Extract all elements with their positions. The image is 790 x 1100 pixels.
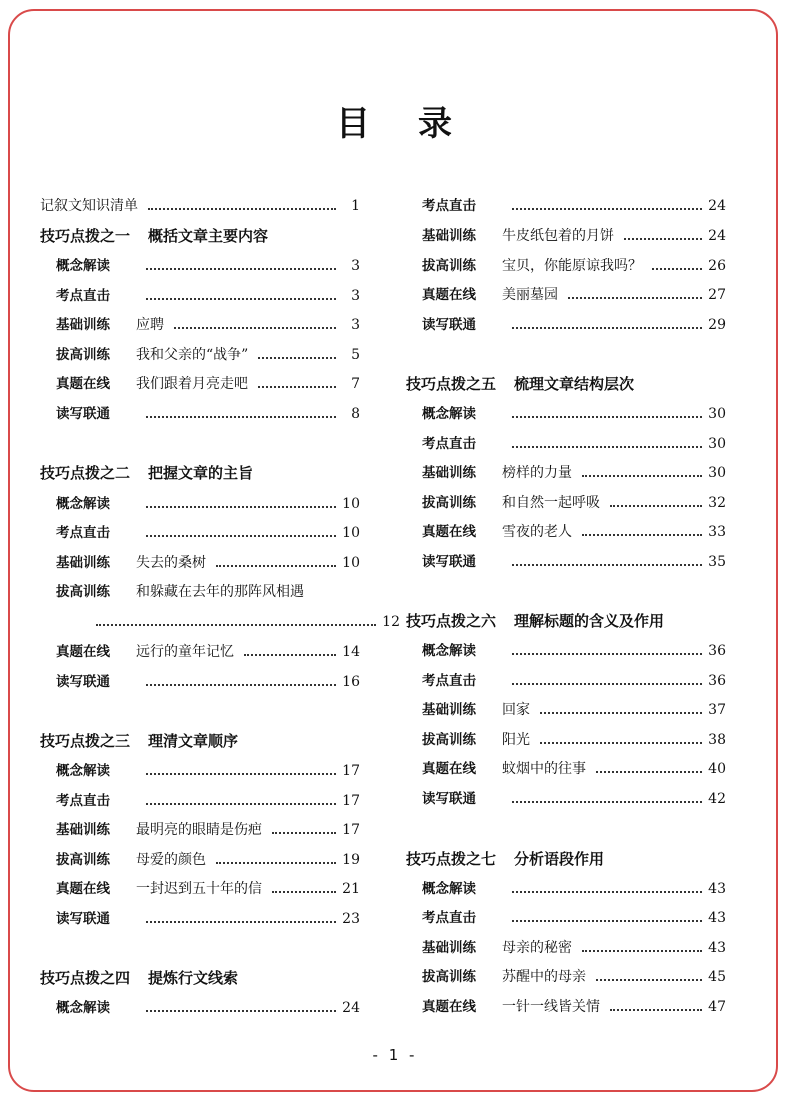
toc-entry[interactable] — [56, 996, 360, 1020]
dot-leader — [146, 684, 336, 686]
entry-category: 读写联通 — [422, 554, 476, 570]
entry-category: 读写联通 — [422, 791, 476, 807]
entry-category: 考点直击 — [422, 673, 476, 689]
entry-title: 一封迟到五十年的信 — [136, 881, 262, 897]
toc-entry[interactable] — [56, 670, 360, 694]
section-name: 梳理文章结构层次 — [514, 375, 635, 393]
toc-entry[interactable] — [422, 491, 726, 515]
entry-category: 概念解读 — [56, 763, 110, 779]
entry-title: 远行的童年记忆 — [136, 644, 234, 660]
entry-title: 母爱的颜色 — [136, 852, 206, 868]
toc-entry[interactable] — [56, 402, 360, 426]
entry-category: 拔高训练 — [422, 495, 476, 511]
dot-leader — [146, 803, 336, 805]
toc-entry[interactable] — [56, 313, 360, 337]
entry-title: 回家 — [502, 702, 530, 718]
entry-category: 读写联通 — [56, 674, 110, 690]
toc-entry[interactable] — [422, 757, 726, 781]
entry-category: 拔高训练 — [422, 732, 476, 748]
dot-leader — [146, 1010, 336, 1012]
entry-category: 真题在线 — [422, 999, 476, 1015]
entry-category: 概念解读 — [422, 406, 476, 422]
page-number: 32 — [708, 495, 726, 511]
entry-title: 最明亮的眼睛是伤疤 — [136, 822, 262, 838]
page-number: 37 — [708, 702, 726, 718]
entry-category: 概念解读 — [422, 881, 476, 897]
section-heading[interactable] — [406, 847, 604, 871]
entry-category: 拔高训练 — [56, 347, 110, 363]
toc-entry[interactable] — [56, 580, 360, 604]
entry-title: 应聘 — [136, 317, 164, 333]
toc-entry[interactable] — [422, 224, 726, 248]
entry-category: 基础训练 — [56, 555, 110, 571]
toc-entry[interactable] — [422, 254, 726, 278]
section-heading[interactable] — [40, 729, 238, 753]
dot-leader — [512, 327, 702, 329]
entry-title: 榜样的力量 — [502, 465, 572, 481]
entry-title: 记叙文知识清单 — [40, 198, 138, 214]
entry-category: 读写联通 — [56, 406, 110, 422]
page-number: 43 — [708, 910, 726, 926]
section-name: 理解标题的含义及作用 — [514, 612, 665, 630]
page-number: 17 — [342, 793, 360, 809]
dot-leader — [512, 891, 702, 893]
section-heading[interactable] — [406, 372, 634, 396]
dot-leader — [174, 327, 336, 329]
entry-title: 雪夜的老人 — [502, 524, 572, 540]
toc-entry[interactable] — [422, 520, 726, 544]
page-number: 24 — [342, 1000, 360, 1016]
dot-leader — [610, 1009, 702, 1011]
page-number: 47 — [708, 999, 726, 1015]
toc-entry[interactable] — [56, 907, 360, 931]
page-number: 3 — [351, 317, 360, 333]
dot-leader — [146, 268, 336, 270]
toc-entry[interactable] — [56, 284, 360, 308]
page-number: 23 — [342, 911, 360, 927]
toc-entry[interactable] — [422, 965, 726, 989]
entry-category: 考点直击 — [422, 198, 476, 214]
dot-leader — [582, 534, 702, 536]
dot-leader — [216, 565, 336, 567]
entry-category: 概念解读 — [56, 1000, 110, 1016]
toc-entry[interactable] — [422, 787, 726, 811]
dot-leader — [258, 386, 336, 388]
section-name: 理清文章顺序 — [148, 732, 239, 750]
page-number: 19 — [342, 852, 360, 868]
section-heading[interactable] — [406, 609, 664, 633]
page-number: 40 — [708, 761, 726, 777]
toc-entry[interactable] — [56, 372, 360, 396]
page-number: 8 — [351, 406, 360, 422]
section-label: 技巧点拨之三 — [40, 732, 131, 750]
section-label: 技巧点拨之六 — [406, 612, 497, 630]
page-number: 33 — [708, 524, 726, 540]
page-number: 3 — [351, 258, 360, 274]
entry-category: 拔高训练 — [422, 969, 476, 985]
dot-leader — [596, 979, 702, 981]
page-number: 35 — [708, 554, 726, 570]
entry-category: 考点直击 — [422, 436, 476, 452]
entry-category: 真题在线 — [422, 287, 476, 303]
toc-entry[interactable] — [422, 639, 726, 663]
toc-entry[interactable] — [422, 550, 726, 574]
entry-category: 拔高训练 — [56, 852, 110, 868]
toc-entry[interactable] — [422, 877, 726, 901]
page-number: 29 — [708, 317, 726, 333]
dot-leader — [582, 950, 702, 952]
toc-entry[interactable] — [56, 640, 360, 664]
toc-entry[interactable] — [56, 789, 360, 813]
page-number: 43 — [708, 940, 726, 956]
entry-category: 概念解读 — [56, 496, 110, 512]
toc-entry[interactable] — [40, 194, 360, 218]
entry-category: 真题在线 — [422, 524, 476, 540]
page-title-char: 目 — [336, 104, 372, 144]
dot-leader — [512, 920, 702, 922]
dot-leader — [596, 771, 702, 773]
entry-category: 概念解读 — [422, 643, 476, 659]
dot-leader — [610, 505, 702, 507]
entry-category: 真题在线 — [422, 761, 476, 777]
section-heading[interactable] — [40, 461, 253, 485]
toc-entry[interactable] — [56, 254, 360, 278]
page-number: 1 — [351, 198, 360, 214]
entry-title: 失去的桑树 — [136, 555, 206, 571]
page-number: 42 — [708, 791, 726, 807]
section-heading[interactable] — [40, 966, 238, 990]
toc-entry[interactable] — [56, 521, 360, 545]
entry-title: 和自然一起呼吸 — [502, 495, 600, 511]
entry-title: 苏醒中的母亲 — [502, 969, 586, 985]
toc-entry[interactable] — [422, 906, 726, 930]
dot-leader — [512, 416, 702, 418]
entry-category: 考点直击 — [56, 288, 110, 304]
dot-leader — [244, 654, 336, 656]
entry-category: 考点直击 — [56, 793, 110, 809]
toc-entry[interactable] — [422, 283, 726, 307]
page-number: 10 — [342, 525, 360, 541]
toc-entry[interactable] — [422, 995, 726, 1019]
dot-leader — [146, 773, 336, 775]
dot-leader — [148, 208, 336, 210]
entry-category: 基础训练 — [422, 228, 476, 244]
entry-category: 真题在线 — [56, 376, 110, 392]
dot-leader — [216, 862, 336, 864]
dot-leader — [540, 742, 702, 744]
dot-leader — [568, 297, 702, 299]
dot-leader — [146, 921, 336, 923]
dot-leader — [512, 801, 702, 803]
page-number: 24 — [708, 228, 726, 244]
page-number: 14 — [342, 644, 360, 660]
dot-leader — [512, 564, 702, 566]
dot-leader — [272, 891, 336, 893]
page-number: 24 — [708, 198, 726, 214]
page-number: 30 — [708, 436, 726, 452]
page-number: 30 — [708, 465, 726, 481]
entry-category: 真题在线 — [56, 881, 110, 897]
page-number: 10 — [342, 555, 360, 571]
page-number: 43 — [708, 881, 726, 897]
entry-title: 蚊烟中的往事 — [502, 761, 586, 777]
page-title — [0, 96, 790, 145]
dot-leader — [258, 357, 336, 359]
page-number: 26 — [708, 258, 726, 274]
toc-entry[interactable] — [56, 492, 360, 516]
dot-leader — [272, 832, 336, 834]
section-name: 提炼行文线索 — [148, 969, 239, 987]
entry-title: 阳光 — [502, 732, 530, 748]
entry-title: 母亲的秘密 — [502, 940, 572, 956]
entry-title: 一针一线皆关情 — [502, 999, 600, 1015]
page-number: 3 — [351, 288, 360, 304]
page-number: 10 — [342, 496, 360, 512]
toc-entry[interactable] — [56, 551, 360, 575]
entry-category: 基础训练 — [422, 940, 476, 956]
dot-leader — [146, 506, 336, 508]
section-label: 技巧点拨之一 — [40, 227, 131, 245]
toc-entry[interactable] — [422, 461, 726, 485]
entry-category: 读写联通 — [56, 911, 110, 927]
entry-category: 考点直击 — [56, 525, 110, 541]
section-label: 技巧点拨之五 — [406, 375, 497, 393]
dot-leader — [146, 535, 336, 537]
page-title-char: 录 — [418, 104, 454, 144]
toc-entry[interactable] — [422, 728, 726, 752]
page-number: 17 — [342, 763, 360, 779]
entry-title: 宝贝，你能原谅我吗？ — [502, 258, 642, 274]
section-label: 技巧点拨之四 — [40, 969, 131, 987]
entry-title: 和躲藏在去年的那阵风相遇 — [136, 584, 304, 600]
dot-leader — [512, 446, 702, 448]
page-number: 36 — [708, 673, 726, 689]
page-number: 45 — [708, 969, 726, 985]
dot-leader — [582, 475, 702, 477]
dot-leader — [540, 712, 702, 714]
entry-category: 真题在线 — [56, 644, 110, 660]
toc-entry[interactable] — [56, 848, 360, 872]
section-label: 技巧点拨之七 — [406, 850, 497, 868]
dot-leader — [96, 624, 376, 626]
toc-entry[interactable] — [422, 698, 726, 722]
entry-category: 基础训练 — [422, 465, 476, 481]
dot-leader — [512, 683, 702, 685]
page-number: 36 — [708, 643, 726, 659]
section-name: 概括文章主要内容 — [148, 227, 269, 245]
entry-category: 基础训练 — [56, 822, 110, 838]
entry-category: 概念解读 — [56, 258, 110, 274]
dot-leader — [512, 208, 702, 210]
entry-title: 美丽墓园 — [502, 287, 558, 303]
entry-category: 考点直击 — [422, 910, 476, 926]
dot-leader — [512, 653, 702, 655]
page-number: 5 — [351, 347, 360, 363]
entry-title: 我和父亲的“战争” — [136, 347, 249, 363]
toc-entry[interactable] — [422, 432, 726, 456]
entry-category: 拔高训练 — [422, 258, 476, 274]
toc-entry[interactable] — [422, 313, 726, 337]
toc-entry[interactable] — [422, 669, 726, 693]
page-number: 12 — [382, 614, 400, 630]
entry-category: 读写联通 — [422, 317, 476, 333]
dot-leader — [652, 268, 702, 270]
page-number: 27 — [708, 287, 726, 303]
dot-leader — [146, 416, 336, 418]
toc-entry[interactable] — [422, 402, 726, 426]
entry-title: 牛皮纸包着的月饼 — [502, 228, 614, 244]
page-number: 16 — [342, 674, 360, 690]
toc-entry[interactable] — [56, 343, 360, 367]
page-number: 21 — [342, 881, 360, 897]
dot-leader — [624, 238, 702, 240]
toc-entry[interactable] — [422, 936, 726, 960]
toc-entry[interactable] — [56, 818, 360, 842]
toc-entry[interactable] — [422, 194, 726, 218]
page-footer-number: - 1 - — [372, 1046, 418, 1064]
dot-leader — [146, 298, 336, 300]
entry-category: 基础训练 — [56, 317, 110, 333]
entry-category: 基础训练 — [422, 702, 476, 718]
toc-entry[interactable] — [56, 759, 360, 783]
page-number: 30 — [708, 406, 726, 422]
section-heading[interactable] — [40, 224, 268, 248]
section-name: 把握文章的主旨 — [148, 464, 254, 482]
page-number: 7 — [351, 376, 360, 392]
toc-entry-continuation[interactable] — [96, 610, 400, 634]
toc-entry[interactable] — [56, 877, 360, 901]
page-number: 17 — [342, 822, 360, 838]
section-label: 技巧点拨之二 — [40, 464, 131, 482]
entry-title: 我们跟着月亮走吧 — [136, 376, 248, 392]
section-name: 分析语段作用 — [514, 850, 605, 868]
page-number: 38 — [708, 732, 726, 748]
entry-category: 拔高训练 — [56, 584, 110, 600]
